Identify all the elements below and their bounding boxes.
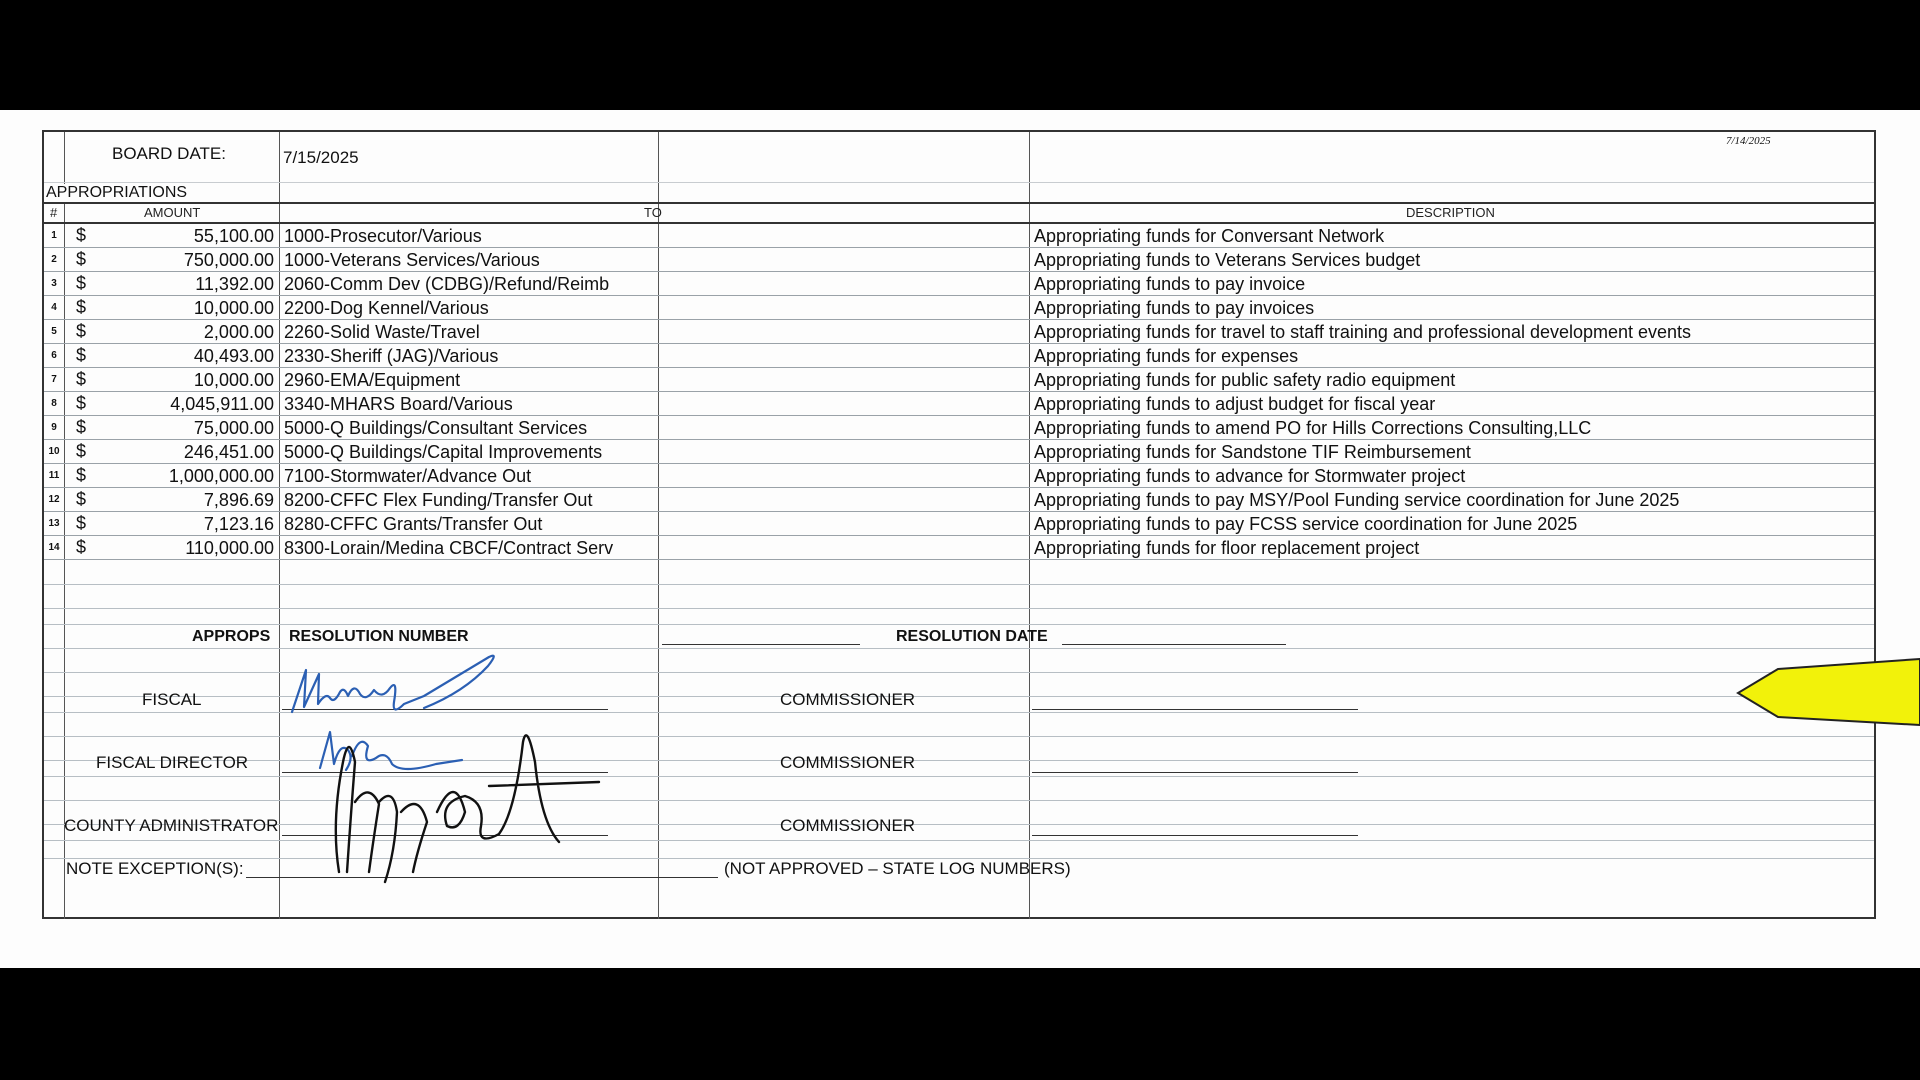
board-date-label: BOARD DATE: bbox=[112, 144, 226, 163]
to-cell: 1000-Prosecutor/Various bbox=[284, 226, 482, 246]
table-row bbox=[44, 535, 1874, 536]
description-cell: Appropriating funds to pay invoices bbox=[1034, 298, 1315, 318]
to-cell: 1000-Veterans Services/Various bbox=[284, 250, 540, 270]
sign-here-flag bbox=[1738, 655, 1920, 735]
to-cell: 2960-EMA/Equipment bbox=[284, 370, 461, 390]
table-row bbox=[44, 439, 1874, 440]
commissioner-1-line bbox=[1032, 709, 1358, 710]
to-cell: 2060-Comm Dev (CDBG)/Refund/Reimb bbox=[284, 274, 610, 294]
to-cell: 8300-Lorain/Medina CBCF/Contract Serv bbox=[284, 538, 614, 558]
to-cell: 7100-Stormwater/Advance Out bbox=[284, 466, 532, 486]
header-divider bbox=[44, 182, 1874, 183]
table-row bbox=[44, 319, 1874, 320]
resolution-number-line bbox=[662, 644, 860, 645]
row-number: 4 bbox=[51, 302, 57, 313]
fiscal-director-label: FISCAL DIRECTOR bbox=[96, 753, 249, 772]
to-cell: 8280-CFFC Grants/Transfer Out bbox=[284, 514, 543, 534]
col-header-to: TO bbox=[644, 205, 662, 220]
description-cell: Appropriating funds to pay FCSS service coordination for June 2025 bbox=[1034, 514, 1578, 534]
appropriations-form bbox=[42, 130, 1876, 919]
stamp-date: 7/14/2025 bbox=[1726, 135, 1771, 147]
currency-symbol: $ bbox=[76, 321, 87, 341]
amount-cell: 75,000.00 bbox=[193, 418, 274, 438]
to-cell: 5000-Q Buildings/Consultant Services bbox=[284, 418, 588, 438]
description-cell: Appropriating funds to adjust budget for fiscal year bbox=[1034, 394, 1436, 414]
table-row bbox=[44, 559, 1874, 560]
amount-cell: 10,000.00 bbox=[193, 298, 274, 318]
description-cell: Appropriating funds to Veterans Services budget bbox=[1034, 250, 1421, 270]
commissioner-2-label: COMMISSIONER bbox=[780, 753, 916, 772]
description-cell: Appropriating funds for expenses bbox=[1034, 346, 1299, 366]
amount-cell: 4,045,911.00 bbox=[170, 394, 274, 414]
table-row bbox=[44, 295, 1874, 296]
amount-cell: 11,392.00 bbox=[195, 274, 274, 294]
description-cell: Appropriating funds for public safety radio equipment bbox=[1034, 370, 1456, 390]
table-row bbox=[44, 391, 1874, 392]
table-row bbox=[44, 415, 1874, 416]
currency-symbol: $ bbox=[76, 393, 87, 413]
row-number: 9 bbox=[51, 422, 57, 433]
amount-cell: 7,123.16 bbox=[203, 514, 274, 534]
table-row bbox=[44, 271, 1874, 272]
currency-symbol: $ bbox=[76, 441, 87, 461]
resolution-date-line bbox=[1062, 644, 1286, 645]
currency-symbol: $ bbox=[76, 513, 87, 533]
fiscal-label: FISCAL bbox=[142, 690, 202, 709]
commissioner-3-line bbox=[1032, 835, 1358, 836]
description-cell: Appropriating funds for floor replacement project bbox=[1034, 538, 1420, 558]
table-row bbox=[44, 247, 1874, 248]
description-cell: Appropriating funds for Conversant Network bbox=[1034, 226, 1385, 246]
to-cell: 2260-Solid Waste/Travel bbox=[284, 322, 480, 342]
amount-cell: 40,493.00 bbox=[193, 346, 274, 366]
row-number: 6 bbox=[51, 350, 57, 361]
to-cell: 3340-MHARS Board/Various bbox=[284, 394, 513, 414]
commissioner-1-label: COMMISSIONER bbox=[780, 690, 916, 709]
currency-symbol: $ bbox=[76, 537, 87, 557]
to-cell: 5000-Q Buildings/Capital Improvements bbox=[284, 442, 603, 462]
row-number: 14 bbox=[48, 542, 60, 553]
column-header-top bbox=[44, 202, 1874, 204]
amount-cell: 750,000.00 bbox=[183, 250, 274, 270]
amount-cell: 2,000.00 bbox=[203, 322, 274, 342]
description-cell: Appropriating funds for travel to staff training and professional development events bbox=[1034, 322, 1692, 342]
amount-cell: 110,000.00 bbox=[185, 538, 274, 558]
description-cell: Appropriating funds to amend PO for Hills Corrections Consulting,LLC bbox=[1034, 418, 1592, 438]
note-exceptions-label: NOTE EXCEPTION(S): bbox=[66, 859, 244, 878]
section-title: APPROPRIATIONS bbox=[46, 184, 191, 202]
ruled-line bbox=[44, 648, 1874, 649]
currency-symbol: $ bbox=[76, 489, 87, 509]
commissioner-2-line bbox=[1032, 772, 1358, 773]
col-header-num: # bbox=[50, 205, 58, 220]
row-number: 3 bbox=[51, 278, 57, 289]
to-cell: 2330-Sheriff (JAG)/Various bbox=[284, 346, 499, 366]
currency-symbol: $ bbox=[76, 225, 87, 245]
row-number: 11 bbox=[48, 470, 60, 481]
ruled-line bbox=[44, 624, 1874, 625]
board-date-value: 7/15/2025 bbox=[283, 148, 359, 167]
table-row bbox=[44, 463, 1874, 464]
county-administrator-label: COUNTY ADMINISTRATOR bbox=[64, 816, 279, 835]
table-row bbox=[44, 343, 1874, 344]
to-cell: 2200-Dog Kennel/Various bbox=[284, 298, 489, 318]
amount-cell: 7,896.69 bbox=[203, 490, 274, 510]
row-number: 10 bbox=[48, 446, 60, 457]
row-number: 2 bbox=[51, 254, 57, 265]
scanned-page bbox=[0, 110, 1920, 968]
currency-symbol: $ bbox=[76, 369, 87, 389]
resolution-number-label: RESOLUTION NUMBER bbox=[289, 628, 469, 645]
description-cell: Appropriating funds to advance for Stormwater project bbox=[1034, 466, 1466, 486]
amount-cell: 55,100.00 bbox=[193, 226, 274, 246]
ruled-line bbox=[44, 584, 1874, 585]
currency-symbol: $ bbox=[76, 249, 87, 269]
table-row bbox=[44, 367, 1874, 368]
table-row bbox=[44, 511, 1874, 512]
row-number: 12 bbox=[48, 494, 60, 505]
col-header-description: DESCRIPTION bbox=[1406, 205, 1495, 220]
description-cell: Appropriating funds to pay MSY/Pool Funding service coordination for June 2025 bbox=[1034, 490, 1680, 510]
row-number: 5 bbox=[51, 326, 57, 337]
col-header-amount: AMOUNT bbox=[144, 205, 201, 220]
table-row bbox=[44, 487, 1874, 488]
not-approved-label: (NOT APPROVED – STATE LOG NUMBERS) bbox=[724, 859, 1071, 878]
row-number: 1 bbox=[51, 230, 57, 241]
row-number: 13 bbox=[48, 518, 60, 529]
commissioner-3-label: COMMISSIONER bbox=[780, 816, 916, 835]
amount-cell: 1,000,000.00 bbox=[168, 466, 274, 486]
to-cell: 8200-CFFC Flex Funding/Transfer Out bbox=[284, 490, 593, 510]
approps-label: APPROPS bbox=[192, 628, 271, 645]
amount-cell: 10,000.00 bbox=[193, 370, 274, 390]
currency-symbol: $ bbox=[76, 417, 87, 437]
currency-symbol: $ bbox=[76, 465, 87, 485]
description-cell: Appropriating funds for Sandstone TIF Reimbursement bbox=[1034, 442, 1471, 462]
description-cell: Appropriating funds to pay invoice bbox=[1034, 274, 1306, 294]
column-header-bottom bbox=[44, 222, 1874, 224]
currency-symbol: $ bbox=[76, 273, 87, 293]
ruled-line bbox=[44, 608, 1874, 609]
row-number: 7 bbox=[51, 374, 57, 385]
resolution-date-label: RESOLUTION DATE bbox=[896, 628, 1048, 645]
county-administrator-signature bbox=[309, 722, 639, 892]
currency-symbol: $ bbox=[76, 345, 87, 365]
currency-symbol: $ bbox=[76, 297, 87, 317]
amount-cell: 246,451.00 bbox=[183, 442, 274, 462]
row-number: 8 bbox=[51, 398, 57, 409]
